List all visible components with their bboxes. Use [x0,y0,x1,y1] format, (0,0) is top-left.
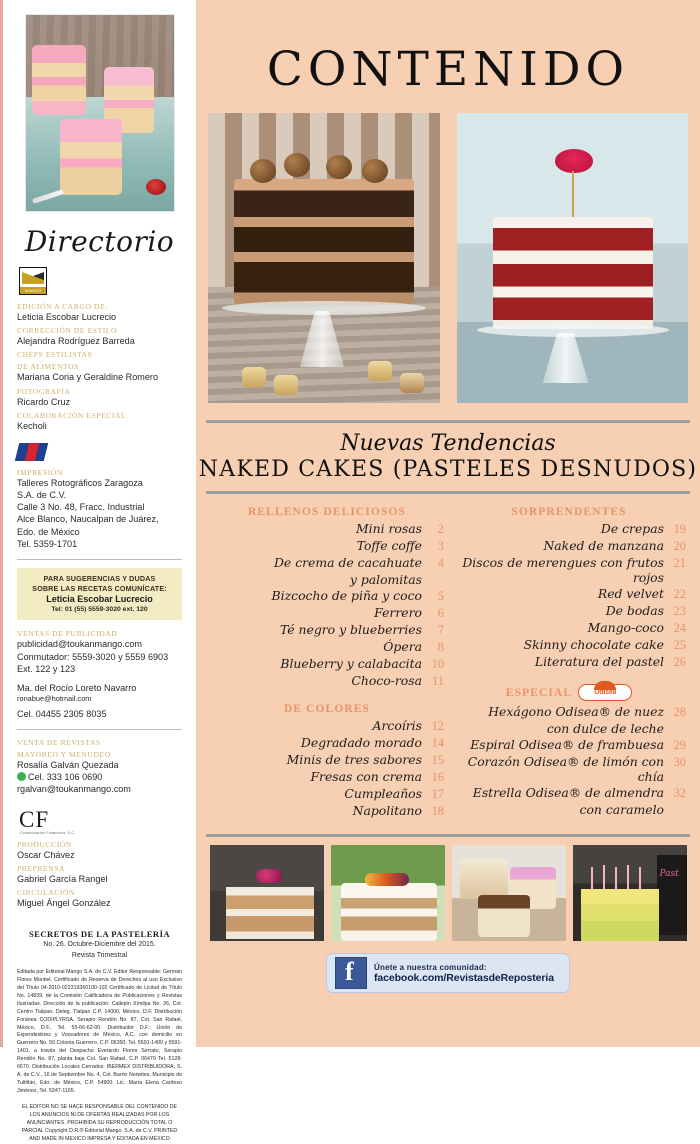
toc-entry[interactable] [210,673,444,689]
impresion-line: Edo. de México [17,526,80,537]
toc-entry[interactable] [210,538,444,554]
toc-entry[interactable] [452,555,686,585]
ads-sales-email: publicidad@toukanmango.com [17,639,142,650]
chocolate-truffle [400,373,424,393]
impresion-line: Alce Blanco, Naucalpan de Juárez, [17,514,159,525]
toc-category-rellenos: RELLENOS DELICIOSOS [248,506,406,519]
feature-title: NAKED CAKES (PASTELES DESNUDOS) [198,457,698,483]
chocolate-truffle [242,367,266,387]
mango-logo [19,267,47,295]
table-of-contents [196,494,700,820]
hero-photo-chocolate-cake [204,109,444,407]
toc-entry[interactable] [210,786,444,802]
cf-name: Miguel Ángel González [17,897,111,908]
toc-entry-title: Corazón Odisea® de limón con chía [467,754,664,785]
candle [591,867,593,891]
ferrero-topper [250,159,276,183]
toc-entry[interactable] [452,586,686,602]
toc-entry[interactable] [452,785,686,801]
ads-sales-phone: Conmutador: 5559-3020 y 5559 6903 [17,651,169,662]
impresion-line: Calle 3 No. 48, Fracc. Industrial [17,502,145,513]
credit-name: Leticia Escobar Lucrecio [17,312,117,322]
suggestions-phone: Tel: 01 (55) 5559-3020 ext. 120 [51,606,148,614]
suggestions-box [17,568,182,620]
toc-category-especial-row [452,684,686,701]
main-content [196,0,700,1047]
facebook-text-block [374,963,554,984]
magazine-title: SECRETOS DE LA PASTELERÍA [28,929,171,940]
toc-entry-page: 2 [437,522,444,537]
magazine-sales-name: Rosalía Galván Quezada [17,760,119,771]
magazine-issue: No. 26. Octubre-Diciembre del 2015. [43,941,156,949]
hero-photo-red-velvet-cake [453,109,693,407]
cf-name: Oscar Chávez [17,849,75,860]
mango-logo-bar [20,287,46,294]
bottom-photo-strip [196,837,700,941]
toc-entry-title: Bizcocho de piña y coco [271,588,422,604]
toc-entry[interactable] [210,605,444,621]
toc-column-left [210,506,444,820]
toc-entry[interactable] [452,637,686,653]
toc-entry-page: 20 [673,539,686,554]
divider-rule-top [206,420,690,423]
toc-entry-page: 25 [673,638,686,653]
toc-entry[interactable] [452,704,686,720]
magazine-sales-cel-row [17,771,182,783]
toc-entry-continuation [452,802,686,817]
toc-entry[interactable] [210,718,444,734]
toc-entry-continuation [452,721,686,736]
spacer [452,671,686,684]
odisea-logo [578,684,632,701]
credit-name: Ricardo Cruz [17,396,71,407]
toc-entry-page: 15 [431,753,444,768]
impresion-line: S.A. de C.V. [17,490,67,501]
toc-entry-page: 21 [673,556,686,571]
toc-entry-title: De bodas [605,603,664,619]
toc-entry-page: 10 [431,657,444,672]
suggestions-contact-name: Leticia Escobar Lucrecio [46,594,153,605]
flower-topper [256,869,282,883]
whatsapp-icon [17,772,26,781]
toc-entry-page: 29 [673,738,686,753]
toc-entry-title: Skinny chocolate cake [523,637,664,653]
credit-name: Alejandra Rodríguez Barreda [17,336,135,347]
toc-entry-title: Choco-rosa [351,673,422,689]
toc-entry-page: 22 [673,587,686,602]
toc-entry[interactable] [452,620,686,636]
impresion-heading: IMPRESIÓN [17,467,63,477]
toc-entry-title: con caramelo [579,802,664,818]
ads-sales-heading: VENTAS DE PUBLICIDAD [17,629,118,639]
sidebar-directory [0,0,196,1142]
divider [17,559,182,560]
layer-cake [341,883,437,941]
cf-name: Gabriel García Rangel [17,873,108,884]
credits-list [17,302,182,432]
suggestions-line-1: PARA SUGERENCIAS Y DUDAS [43,573,156,583]
toc-entry-page: 12 [431,719,444,734]
toc-entry-page: 32 [673,786,686,801]
toc-entry-title: Espiral Odisea® de frambuesa [470,737,664,753]
toc-category-de-colores: DE COLORES [283,703,371,716]
cover-photo-mini-rose-cakes [25,14,175,212]
toc-entry[interactable] [452,538,686,554]
impresion-line: Tel. 5359-1701 [17,538,78,549]
zaragoza-logo [17,443,47,463]
layer-cake [581,889,659,941]
divider [17,729,182,730]
strip-photo-fruit-cake [331,845,445,941]
red-velvet-layer-cake [493,217,653,329]
fruit-topper [365,873,409,886]
toc-entry-title: Discos de merengues con frutos rojos [462,555,664,586]
cf-role: PRODUCCIÓN [17,839,72,849]
mini-cake [460,859,508,899]
magazine-sales-heading-1: VENTA DE REVISTAS [17,738,101,748]
hero-photos [196,97,700,407]
cf-role: PREPRENSA [17,863,65,873]
toc-entry-page: 19 [673,522,686,537]
magazine-sales-heading-2: MAYOREO Y MENUDEO [17,750,111,760]
toc-entry-title: De crepas [600,521,664,537]
toc-entry-page: 14 [431,736,444,751]
credit-role: DE ALIMENTOS [17,362,79,372]
toc-entry-title: Cumpleaños [344,786,422,802]
facebook-community-bar[interactable] [326,953,570,993]
magazine-sales-cel: Cel. 333 106 0690 [28,772,103,783]
chocolate-layer-cake [234,179,414,305]
ads-sales-ext: Ext. 122 y 123 [17,663,76,674]
toc-entry-page: 17 [431,787,444,802]
toc-entry-title: Arcoíris [372,718,422,734]
credit-role: CHEFS ESTILISTAS [17,350,93,360]
toc-entry[interactable] [210,752,444,768]
impresion-line: Talleres Rotográficos Zaragoza [17,477,143,488]
toc-entry[interactable] [210,735,444,751]
rose-decoration [146,179,166,195]
ads-contact-name: Ma. del Rocío Loreto Navarro [17,682,137,693]
toc-entry-title: Napolitano [352,803,422,819]
mango-logo-mark [22,269,44,284]
chocolate-truffle [368,361,392,381]
candle [615,867,617,891]
toc-entry[interactable] [210,588,444,604]
cf-logo-subtitle: Comunicación Financiera, S.C. [20,830,76,835]
toc-entry-page: 23 [673,604,686,619]
toc-entry[interactable] [452,521,686,537]
toc-entry-page: 8 [437,640,444,655]
toc-entry-title: Degradado morado [300,735,422,751]
toc-entry-title: Toffe coffe [356,538,422,554]
toc-entry-title: Estrella Odisea® de almendra [472,785,664,801]
toc-entry[interactable] [210,639,444,655]
toc-entry[interactable] [210,622,444,638]
mini-cake-3 [60,119,122,195]
toc-entry-title: Mini rosas [355,521,422,537]
page-title: CONTENIDO [266,42,630,97]
toc-entry-title: Hexágono Odisea® de nuez [488,704,664,720]
toc-entry-title: Mango-coco [587,620,664,636]
legal-notice: Editada por Editorial Mango S.A. de C.V. Editor Responsable: Germán Flores Montiel. Certificado de Reserva de Derechos al uso Exclusivo del Título 04-2010-022319360100-102 Certificado de Licitud de Título No. 14839, de la Comisión Calificadora de Publicaciones y Revistas Ilustradas. Dirección de la publicación: Callejón Xímilpa No. 26, Col. Centro Tlalpan, Deleg. Tlalpan C.P. 14000, México, D.F. Distribución Foránea CODIPLYRSA, Serapio Rendón No. 87, Col. San Rafael, México, D.F., Tel. 55-66-62-00. Distribuidor D.F.: Unión de Expendedores y Voceadores de México, A.C. con domicilio en Guerrero No. 50 Colonia Guerrero, C.P. 06350. Tel. 5591-1400 y 5591-1401, a través del Despacho Everardo Flores Serrato, Serapio Rendón No. 87, planta baja Col. San Rafael, C.P. 06470 Tel. 5128-6670. Distribución Locales Cerrados: IBERMEX DISTRIBUIDORA, S. A. de C.V., 16 de Septiembre No. 4, Col. Barrio Norwites, Municipio de Tultitlán, Edo. de México, C.P. 54900. Lic. María Elena Cardoso Jiménez, Tel. 5347-1165. [17,969,182,1094]
lips-cake-topper-icon [555,149,593,173]
chalkboard-sign [657,855,687,935]
toc-entry-title: Literatura del pastel [534,654,664,670]
toc-entry-title: Naked de manzana [543,538,664,554]
toc-entry[interactable] [210,769,444,785]
credit-role: COLABORACIÓN ESPECIAL [17,410,127,420]
magazine-sales-email: rgalvan@toukanmango.com [17,784,131,795]
toc-entry[interactable] [210,803,444,819]
toc-entry-page: 3 [437,539,444,554]
toc-entry-page: 26 [673,655,686,670]
candle [627,865,629,889]
toc-entry[interactable] [452,754,686,784]
feature-heading [196,432,700,482]
toc-entry[interactable] [210,521,444,537]
toc-entry-page: 28 [673,705,686,720]
toc-entry-continuation [210,572,444,587]
odisea-logo-text: Odisea [594,689,617,697]
toc-category-sorprendentes: SORPRENDENTES [511,506,627,519]
toc-column-right [452,506,686,820]
ferrero-topper [284,153,310,177]
toc-entry-page: 16 [431,770,444,785]
toc-entry[interactable] [210,555,444,571]
suggestions-line-2: SOBRE LAS RECETAS COMUNÍCATE: [32,583,167,593]
toc-entry-title: Blueberry y calabacita [280,656,422,672]
ads-contact-cel: Cel. 04455 2305 8035 [17,708,107,719]
ads-contact-email: ronabue@hotmail.com [17,694,92,704]
toc-entry[interactable] [452,737,686,753]
facebook-invite-text: Únete a nuestra comunidad: [374,962,487,972]
toc-entry[interactable] [452,654,686,670]
spacer [210,690,444,703]
feature-eyebrow: Nuevas Tendencias [340,431,556,456]
toc-entry-title: Red velvet [597,586,664,602]
mango-logo-text: MANGO [24,288,42,293]
credit-name: Mariana Coria y Geraldine Romero [17,372,159,383]
toc-entry-title: Ferrero [374,605,422,621]
chalkboard-text: Past [659,869,679,880]
candle [639,867,641,891]
toc-entry-title: con dulce de leche [546,721,664,737]
toc-entry-title: Ópera [383,639,422,655]
toc-entry-title: Fresas con crema [310,769,422,785]
magazine-frequency: Revista Trimestral [71,951,128,959]
mini-cake [478,895,530,937]
toc-entry-page: 11 [432,674,444,689]
strip-photo-birthday-cake [573,845,687,941]
toc-category-especial: ESPECIAL [505,686,573,699]
credit-role: EDICIÓN A CARGO DE: [17,302,108,311]
directorio-heading: Directorio [24,225,175,258]
toc-entry-title: De crema de cacahuate [274,555,422,571]
cf-logo: CF [19,806,50,832]
strip-photo-mini-cakes [452,845,566,941]
copyright-notice: EL EDITOR NO SE HACE RESPONSABLE DEL CONTENIDO DE LOS ANUNCIOS NI DE OFERTAS REALIZADAS POR LOS ANUNCIANTES. PROHIBIDA SU REPRODUCCIÓN TOTAL O PARCIAL Copyright D.R.® Editorial Mango, S.A. de C.V. PRINTED AND MADE IN MEXICO IMPRESA Y EDITADA EN MÉXICO [21,1104,178,1142]
toc-entry-title: y palomitas [349,572,422,588]
facebook-url[interactable]: facebook.com/RevistasdeReposteria [374,971,554,984]
toc-entry-title: Té negro y blueberries [279,622,422,638]
toc-entry-page: 30 [673,755,686,770]
toc-entry[interactable] [452,603,686,619]
toc-entry-page: 7 [437,623,444,638]
toc-entry[interactable] [210,656,444,672]
toc-entry-page: 24 [673,621,686,636]
chocolate-truffle [274,375,298,395]
cf-role: CIRCULACIÓN [17,887,75,897]
toc-entry-page: 6 [437,606,444,621]
ferrero-topper [326,155,352,179]
mini-cake-1 [32,45,86,115]
ferrero-topper [362,159,388,183]
candle [603,865,605,889]
layer-cake [226,887,314,939]
toc-entry-page: 4 [437,556,444,571]
credit-role: FOTOGRAFÍA [17,386,71,396]
facebook-icon[interactable] [335,957,367,989]
toc-entry-page: 5 [437,589,444,604]
credit-name: Kecholi [17,420,47,431]
strip-photo-chalkboard-cake [210,845,324,941]
toc-entry-title: Minis de tres sabores [286,752,422,768]
toc-entry-page: 18 [431,804,444,819]
credit-role: CORRECCIÓN DE ESTILO [17,326,118,336]
